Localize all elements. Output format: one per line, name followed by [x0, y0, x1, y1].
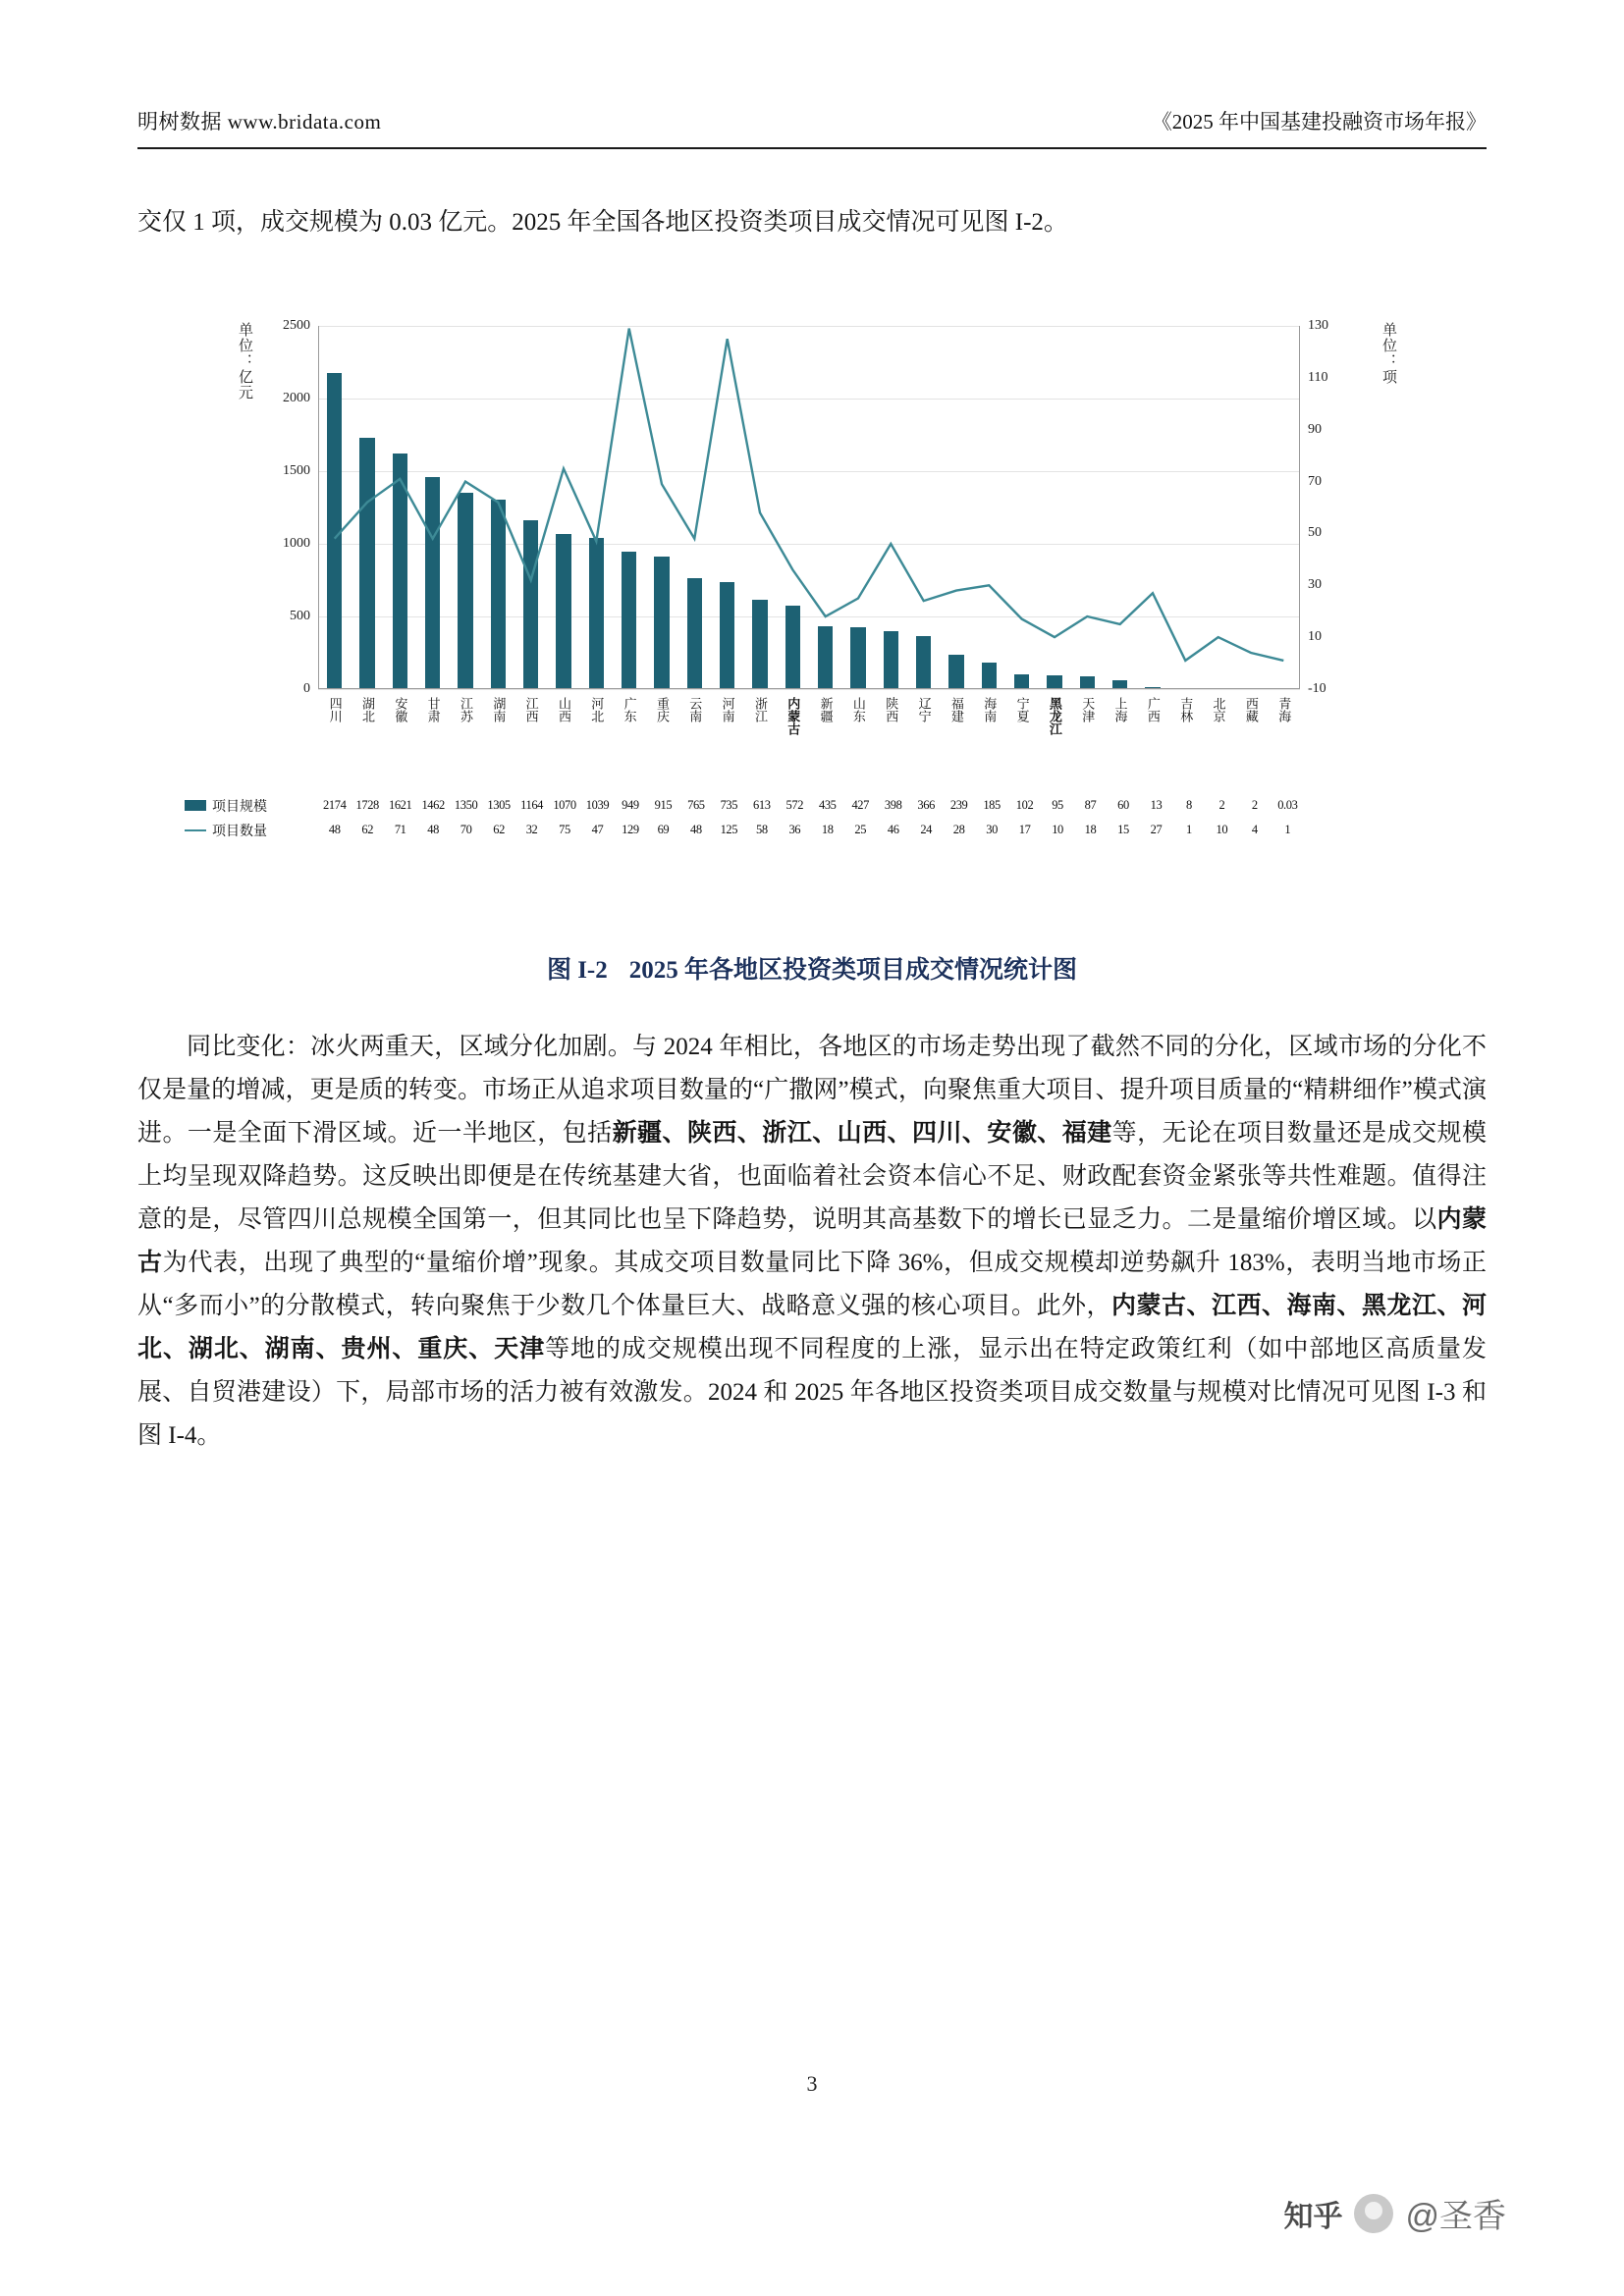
data-cell-scale: 60	[1117, 798, 1129, 812]
x-tick-label: 青海	[1276, 697, 1292, 722]
x-tick-label: 河南	[720, 697, 735, 722]
page-header	[137, 106, 1487, 135]
y-tick-label: 2000	[283, 391, 310, 405]
data-cell-count: 1	[1185, 823, 1192, 836]
data-cell-scale: 87	[1084, 798, 1097, 812]
data-cell-scale: 427	[851, 798, 870, 812]
data-cell-scale: 572	[785, 798, 804, 812]
x-tick-label: 四川	[327, 697, 343, 722]
data-cell-scale: 1350	[454, 798, 478, 812]
x-tick-label: 内蒙古	[785, 697, 801, 735]
data-cell-scale: 1039	[585, 798, 610, 812]
x-tick-label: 上海	[1112, 697, 1128, 722]
x-tick-label: 广东	[622, 697, 637, 722]
data-cell-count: 24	[920, 823, 933, 836]
left-axis-unit: 单位：亿元	[237, 322, 252, 400]
x-tick-label: 海南	[982, 697, 998, 722]
x-tick-label: 北京	[1211, 697, 1226, 722]
data-cell-scale: 1621	[388, 798, 412, 812]
body-text: 等地的成交规模出现不同程度的上涨，显示出在特定政策红利（如中部地区高质量发展、自贸港建设）下，局部市场的活力被有效激发。2024 和 2025 年各地区投资类项目成交数量与规模对比情况可见图 I-3 和图 I-4。	[137, 1336, 1487, 1449]
data-cell-scale: 13	[1150, 798, 1163, 812]
figure-caption-number: 图 I-2	[546, 957, 608, 984]
data-cell-scale: 2	[1218, 798, 1225, 812]
x-tick-label: 天津	[1080, 697, 1096, 722]
data-cell-scale: 366	[917, 798, 935, 812]
figure-chart	[165, 312, 1402, 921]
data-cell-count: 30	[986, 823, 998, 836]
x-tick-label: 新疆	[818, 697, 834, 722]
header-divider	[137, 147, 1487, 149]
body-emphasis: 内蒙古	[137, 1206, 1487, 1276]
legend-line	[185, 821, 318, 840]
watermark-user: @圣香	[1405, 2198, 1506, 2235]
gridline	[318, 689, 1300, 690]
figure-caption	[137, 950, 1487, 986]
x-tick-label: 安徽	[393, 697, 408, 722]
data-cell-scale: 102	[1015, 798, 1034, 812]
data-cell-scale: 435	[818, 798, 837, 812]
legend-bar	[185, 796, 318, 816]
y2-tick-label: -10	[1308, 681, 1326, 696]
figure-caption-text: 2025 年各地区投资类项目成交情况统计图	[628, 957, 1078, 984]
y2-tick-label: 70	[1308, 473, 1322, 489]
data-cell-count: 125	[720, 823, 738, 836]
y-axis-right	[1299, 326, 1300, 689]
y-axis-left	[318, 326, 319, 689]
data-cell-scale: 1164	[520, 798, 544, 812]
y-tick-label: 1500	[283, 463, 310, 478]
data-cell-scale: 0.03	[1277, 798, 1298, 812]
data-cell-scale: 613	[753, 798, 771, 812]
data-cell-count: 17	[1018, 823, 1031, 836]
page-number: 3	[806, 2071, 818, 2096]
avatar	[1354, 2194, 1393, 2233]
data-cell-count: 10	[1052, 823, 1063, 836]
body-text: 同比变化：冰火两重天，区域分化加剧。与 2024 年相比，各地区的市场走势出现了截然不同的分化，区域市场的分化不仅是量的增减，更是质的转变。市场正从追求项目数量的“广撒网”模式，向聚焦重大项目、提升项目质量的“精耕细作”模式演进。一是全面下滑区域。近一半地区，包括	[137, 1034, 1487, 1147]
data-cell-count: 15	[1117, 823, 1129, 836]
data-cell-scale: 95	[1052, 798, 1063, 812]
data-cell-scale: 239	[949, 798, 968, 812]
x-tick-label: 广西	[1145, 697, 1161, 722]
data-cell-count: 28	[952, 823, 965, 836]
data-cell-count: 69	[657, 823, 670, 836]
body-text: 等，无论在项目数量还是成交规模上均呈现双降趋势。这反映出即便是在传统基建大省，也面临着社会资本信心不足、财政配套资金紧张等共性难题。值得注意的是，尽管四川总规模全国第一，但其同比也呈下降趋势，说明其高基数下的增长已显乏力。二是量缩价增区域。以	[137, 1120, 1487, 1233]
y2-tick-label: 10	[1308, 629, 1322, 645]
data-cell-count: 71	[394, 823, 406, 836]
data-cell-count: 10	[1216, 823, 1228, 836]
data-cell-scale: 2	[1251, 798, 1258, 812]
x-tick-label: 甘肃	[425, 697, 441, 722]
data-cell-scale: 1728	[355, 798, 379, 812]
data-cell-count: 47	[591, 823, 604, 836]
data-cell-count: 46	[887, 823, 899, 836]
y2-tick-label: 50	[1308, 525, 1322, 541]
data-cell-count: 1	[1284, 823, 1291, 836]
x-tick-label: 重庆	[654, 697, 670, 722]
data-cell-scale: 398	[884, 798, 902, 812]
data-row-scale	[185, 793, 1304, 818]
x-tick-label: 浙江	[752, 697, 768, 722]
data-cell-count: 58	[755, 823, 768, 836]
x-tick-label: 山西	[556, 697, 571, 722]
x-tick-label: 江西	[523, 697, 539, 722]
watermark-logo: 知乎	[1283, 2200, 1343, 2233]
x-tick-label: 河北	[589, 697, 605, 722]
data-values-scale	[318, 798, 1304, 813]
data-cell-count: 75	[559, 823, 570, 836]
data-cell-scale: 8	[1185, 798, 1192, 812]
body-emphasis: 内蒙古、江西、海南、黑龙江、河北、湖北、湖南、贵州、重庆、天津	[137, 1293, 1487, 1362]
data-cell-count: 36	[788, 823, 801, 836]
x-tick-label: 江苏	[458, 697, 473, 722]
y-tick-label: 2500	[283, 318, 310, 333]
x-tick-label: 云南	[687, 697, 703, 722]
x-tick-label: 宁夏	[1014, 697, 1030, 722]
y2-tick-label: 30	[1308, 577, 1322, 593]
right-axis-unit: 单位：项	[1380, 322, 1396, 385]
header-title: 《2025 年中国基建投融资市场年报》	[1151, 110, 1487, 133]
data-cell-scale: 2174	[323, 798, 347, 812]
data-cell-scale: 915	[654, 798, 673, 812]
data-cell-count: 32	[525, 823, 538, 836]
legend-bar-swatch-icon	[185, 800, 206, 811]
data-cell-count: 129	[622, 823, 639, 836]
legend-line-label: 项目数量	[212, 824, 267, 839]
data-cell-scale: 1305	[487, 798, 511, 812]
x-tick-label: 黑龙江	[1047, 697, 1062, 735]
y2-tick-label: 110	[1308, 369, 1328, 385]
x-tick-label: 湖南	[491, 697, 507, 722]
data-cell-scale: 1070	[553, 798, 576, 812]
data-cell-scale: 1462	[421, 798, 445, 812]
body-paragraph	[137, 1026, 1487, 1458]
x-tick-label: 辽宁	[916, 697, 932, 722]
line-series	[318, 326, 1300, 689]
data-cell-count: 48	[427, 823, 439, 836]
data-cell-count: 62	[493, 823, 505, 836]
x-axis-labels	[318, 697, 1300, 781]
data-cell-scale: 765	[687, 798, 705, 812]
body-emphasis: 新疆、陕西、浙江、山西、四川、安徽、福建	[612, 1120, 1112, 1147]
data-cell-count: 70	[460, 823, 472, 836]
data-cell-scale: 735	[720, 798, 738, 812]
y2-tick-label: 90	[1308, 421, 1322, 437]
data-cell-count: 25	[854, 823, 867, 836]
legend-bar-label: 项目规模	[212, 799, 267, 815]
x-axis	[318, 688, 1300, 689]
chart-data-table	[185, 793, 1304, 842]
data-cell-count: 48	[690, 823, 702, 836]
y-tick-label: 1000	[283, 536, 310, 551]
x-tick-label: 山东	[850, 697, 866, 722]
data-cell-count: 48	[328, 823, 341, 836]
x-tick-label: 陕西	[884, 697, 899, 722]
data-cell-count: 62	[361, 823, 374, 836]
x-tick-label: 湖北	[360, 697, 375, 722]
data-row-count	[185, 818, 1304, 842]
data-values-count	[318, 823, 1304, 837]
x-tick-label: 福建	[948, 697, 964, 722]
data-cell-count: 27	[1150, 823, 1163, 836]
lead-paragraph: 交仅 1 项，成交规模为 0.03 亿元。2025 年全国各地区投资类项目成交情况可见图 I-2。	[137, 209, 1068, 236]
y2-tick-label: 130	[1308, 318, 1328, 333]
data-cell-count: 18	[821, 823, 834, 836]
data-cell-count: 18	[1084, 823, 1097, 836]
data-cell-scale: 185	[983, 798, 1001, 812]
y-tick-label: 500	[290, 609, 310, 623]
header-source: 明树数据 www.bridata.com	[137, 110, 382, 133]
plot-area	[283, 318, 1328, 696]
x-tick-label: 吉林	[1178, 697, 1194, 722]
body-text: 为代表，出现了典型的“量缩价增”现象。其成交项目数量同比下降 36%，但成交规模却逆势飙升 183%，表明当地市场正从“多而小”的分散模式，转向聚焦于少数几个体量巨大、战略意义强的核心项目。此外，	[137, 1250, 1487, 1319]
y-tick-label: 0	[303, 681, 310, 696]
legend-line-swatch-icon	[185, 829, 206, 831]
watermark	[1283, 2189, 1506, 2237]
data-cell-count: 4	[1251, 823, 1258, 836]
x-tick-label: 西藏	[1243, 697, 1259, 722]
data-cell-scale: 949	[622, 798, 639, 812]
line-path	[335, 329, 1284, 661]
